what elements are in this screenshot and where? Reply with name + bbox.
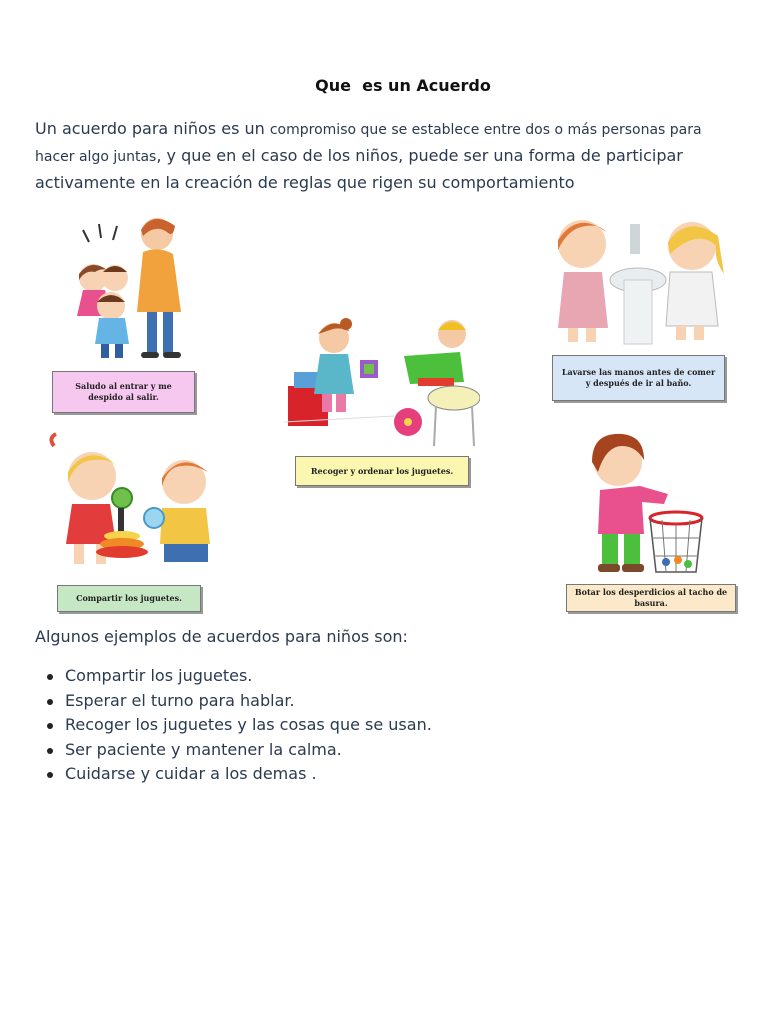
caption-trash: Botar los desperdicios al tacho de basura. xyxy=(566,584,736,612)
trash-bin-illustration xyxy=(578,422,706,576)
intro-paragraph xyxy=(35,116,735,195)
page-title: Que es un Acuerdo xyxy=(315,76,491,95)
examples-list xyxy=(35,664,432,787)
list-item-text: Cuidarse y cuidar a los demas . xyxy=(65,764,317,783)
list-item-text: Compartir los juguetes. xyxy=(65,666,253,685)
bullet-icon xyxy=(47,723,53,729)
bullet-icon xyxy=(47,748,53,754)
list-item-text: Recoger los juguetes y las cosas que se usan. xyxy=(65,715,432,734)
handwashing-illustration xyxy=(542,210,732,348)
bullet-icon xyxy=(47,772,53,778)
bullet-icon xyxy=(47,699,53,705)
list-item xyxy=(35,689,432,714)
caption-handwashing: Lavarse las manos antes de comer y después de ir al baño. xyxy=(552,355,725,401)
intro-text-1: Un acuerdo para niños es un xyxy=(35,119,270,138)
sharing-toys-illustration xyxy=(44,432,220,576)
list-item xyxy=(35,738,432,763)
intro-text-3: , y que en el caso de los niños, puede ser una forma de participar activamente en la creación de reglas que rigen su comportamiento xyxy=(35,146,683,192)
tidy-toys-illustration xyxy=(284,312,480,452)
list-item xyxy=(35,664,432,689)
list-item-text: Esperar el turno para hablar. xyxy=(65,690,295,710)
caption-greeting: Saludo al entrar y me despido al salir. xyxy=(52,371,195,413)
bullet-icon xyxy=(47,674,53,680)
intro-text-2: compromiso que se establece entre dos o más personas para hacer algo juntas xyxy=(35,122,702,165)
caption-tidy-toys: Recoger y ordenar los juguetes. xyxy=(295,456,469,486)
list-item xyxy=(35,762,432,787)
list-item xyxy=(35,713,432,738)
examples-heading: Algunos ejemplos de acuerdos para niños son: xyxy=(35,627,408,646)
greeting-illustration xyxy=(55,208,195,368)
caption-sharing: Compartir los juguetes. xyxy=(57,585,201,612)
list-item-text: Ser paciente y mantener la calma. xyxy=(65,739,342,759)
